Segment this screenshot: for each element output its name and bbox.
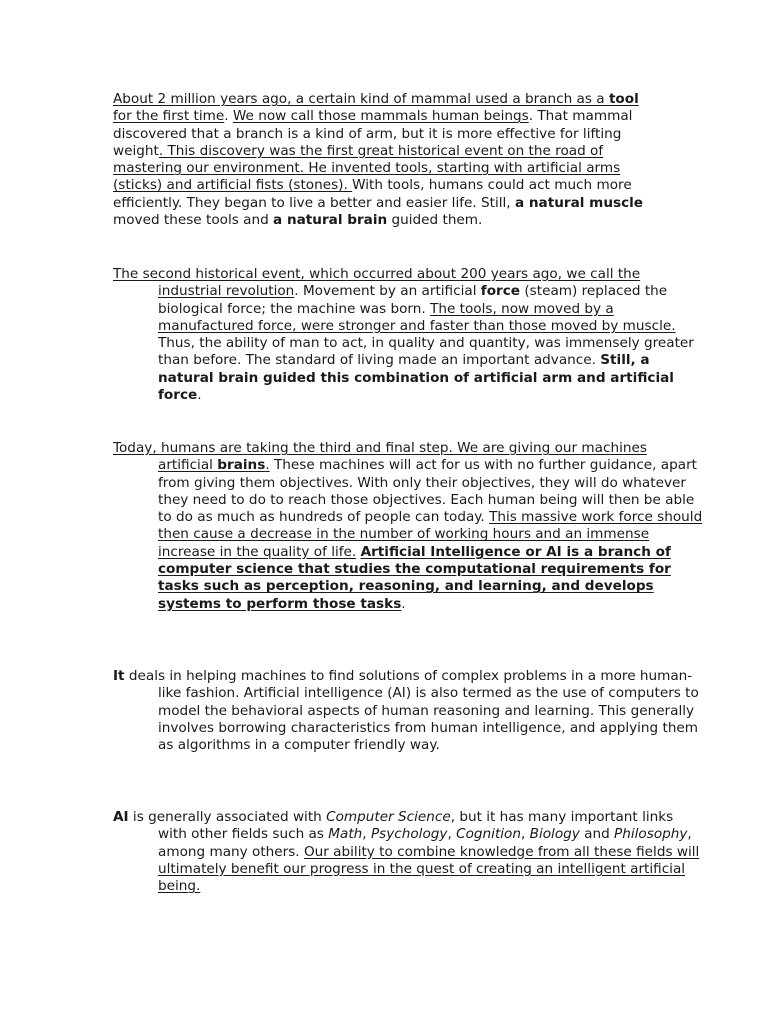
text-run: . — [265, 457, 270, 474]
text-run: for the first time — [113, 108, 225, 125]
text-run: Cognition — [456, 826, 521, 843]
text-run: brains — [217, 457, 266, 474]
text-run: a natural brain — [273, 212, 388, 229]
text-run: force — [480, 283, 521, 300]
text-run: These machines will act for us with no further guidance, apart from giving them objectives. With only their objectives, they will do whatever they need to do to reach those objectives. Each human being will then be able to do as much as hundreds of people can today. — [158, 457, 698, 526]
text-run: . Movement by an artificial — [294, 283, 481, 300]
text-run: is generally associated with — [128, 809, 327, 825]
text-run: Computer Science — [326, 809, 451, 825]
text-run: , but it has many important links with other fields such as — [158, 809, 674, 843]
text-run: , — [362, 826, 371, 843]
paragraph-artificial-brains — [113, 440, 706, 613]
text-run: , — [520, 826, 530, 843]
text-run: The second historical event, which occurred about 200 years ago, we call the industrial revolution — [113, 266, 641, 300]
text-run: With tools, humans could act much more efficiently. They began to live a better and easier life. Still, — [113, 177, 632, 211]
paragraph-ai-definition — [113, 668, 706, 754]
text-run: guided them. — [387, 212, 483, 229]
text-run: (steam) replaced the biological force; the machine was born. — [158, 283, 668, 317]
text-run: , — [447, 826, 457, 843]
text-run: moved these tools and — [113, 212, 274, 229]
text-run: . — [401, 595, 406, 612]
text-run: . This discovery was the first great historical event on the road of mastering our environment. He invented tools, starting with artificial arms (sticks) and artificial fists (stones). — [113, 142, 621, 194]
text-run: . That mammal discovered that a branch is a kind of arm, but it is more effective for lifting weight — [113, 108, 633, 159]
text-run: Biology — [529, 826, 580, 843]
text-run: Still, a natural brain guided this combination of artificial arm and artificial force — [158, 352, 674, 404]
text-run: We now call those mammals human beings — [232, 108, 529, 125]
text-run: . — [197, 387, 202, 404]
text-run: Artificial Intelligence or AI is a branch of computer science that studies the computational requirements for tasks such as perception, reasoning, and learning, and develops systems to perform those tasks — [158, 543, 671, 612]
text-run: Philosophy — [614, 826, 688, 843]
paragraph-tool-history — [113, 91, 661, 229]
text-run: Thus, the ability of man to act, in quality and quantity, was immensely greater than before. The standard of living made an important advance. — [158, 335, 694, 369]
text-run: Math — [328, 826, 363, 843]
text-run: a natural muscle — [514, 194, 644, 211]
text-run: Today, humans are taking the third and final step. We are giving our machines artificial — [113, 440, 647, 474]
text-run: This massive work force should then cause a decrease in the number of working hours and an immense increase in the quality of life. — [158, 509, 703, 560]
text-run: and — [579, 826, 615, 843]
text-run: tool — [608, 91, 639, 107]
text-run: The tools, now moved by a manufactured force, were stronger and faster than those moved by muscle. — [158, 300, 676, 334]
text-run: About 2 million years ago, a certain kind of mammal used a branch as a — [113, 91, 609, 107]
text-run: Our ability to combine knowledge from all these fields will ultimately benefit our progress in the quest of creating an intelligent artificial being. — [158, 843, 700, 895]
text-run: AI — [113, 809, 129, 825]
text-run: . — [224, 108, 233, 125]
paragraph-ai-related-fields — [113, 809, 706, 895]
text-run: Psychology — [370, 826, 448, 843]
paragraph-industrial-revolution — [113, 266, 706, 404]
text-run: It — [113, 668, 125, 684]
text-run: , among many others. — [158, 826, 692, 860]
text-run: deals in helping machines to find solutions of complex problems in a more human-like fashion. Artificial intelligence (AI) is also termed as the use of computers to model the behavioral aspects of human reasoning and learning. This generally involves borrowing characteristics from human intelligence, and applying them as algorithms in a computer friendly way. — [124, 668, 699, 754]
